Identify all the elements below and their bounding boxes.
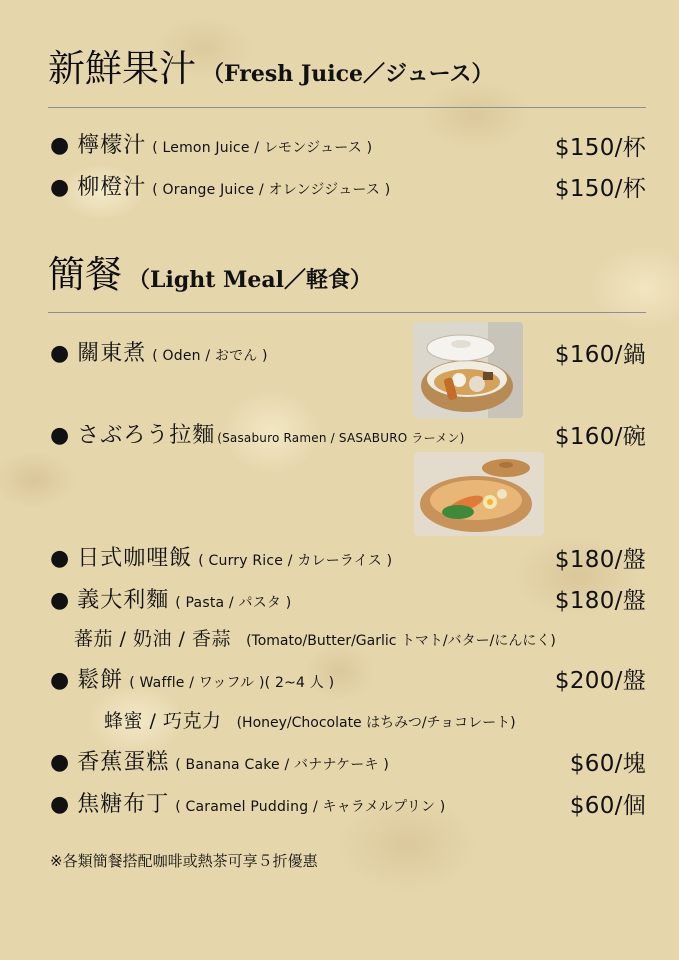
bullet-icon: ● [50,750,70,775]
item-subtitle: ( Waffle / ワッフル )( 2~4 人 ) [129,675,335,691]
waffle-options [104,706,516,733]
price-curry-rice: $180/盤 [554,547,646,573]
bullet-icon: ● [50,175,70,200]
oden-pot-photo [413,322,523,418]
bullet-icon: ● [50,546,70,571]
section-title-juice [48,38,493,92]
item-name: 檸檬汁 [77,133,147,158]
price-oden: $160/鍋 [554,342,646,368]
menu-item-waffle [50,663,334,694]
item-name: 鬆餅 [77,668,124,693]
divider-meal [48,312,646,313]
bullet-icon: ● [50,423,70,448]
item-name: 香蕉蛋糕 [77,750,170,775]
section-title-meal-zh: 簡餐 [48,253,122,296]
price-pasta: $180/盤 [554,588,646,614]
item-subtitle: (Sasaburo Ramen / SASABURO ラーメン) [217,431,465,445]
price-caramel-pudding: $60/個 [569,793,646,819]
item-subtitle: ( Orange Juice / オレンジジュース ) [152,182,391,198]
item-name: 義大利麵 [77,588,170,613]
price-waffle: $200/盤 [554,668,646,694]
bullet-icon: ● [50,133,70,158]
bullet-icon: ● [50,588,70,613]
pasta-options-zh: 蕃茄 / 奶油 / 香蒜 [74,628,231,650]
item-name: 焦糖布丁 [77,792,170,817]
bullet-icon: ● [50,792,70,817]
price-ramen: $160/碗 [554,424,646,450]
item-subtitle: ( Oden / おでん ) [152,348,268,364]
item-name: 關東煮 [77,341,147,366]
item-subtitle: ( Banana Cake / バナナケーキ ) [175,757,390,773]
item-subtitle: ( Pasta / パスタ ) [175,595,292,611]
menu-item-caramel-pudding [50,787,445,818]
menu-item-orange-juice [50,170,390,201]
menu-item-curry-rice [50,541,392,572]
section-title-juice-zh: 新鮮果汁 [48,47,196,90]
footer-discount-note: ※各類簡餐搭配咖啡或熱茶可享５折優惠 [50,852,318,870]
menu-item-ramen [50,418,465,449]
price-orange-juice: $150/杯 [554,176,646,202]
waffle-options-en: (Honey/Chocolate はちみつ/チョコレート) [236,715,516,731]
item-subtitle: ( Curry Rice / カレーライス ) [198,553,393,569]
pasta-options-en: (Tomato/Butter/Garlic トマト/バター/にんにく) [246,633,556,649]
item-name: 日式咖哩飯 [77,546,193,571]
menu-item-oden [50,336,268,367]
bullet-icon: ● [50,341,70,366]
item-subtitle: ( Caramel Pudding / キャラメルプリン ) [175,799,446,815]
item-subtitle: ( Lemon Juice / レモンジュース ) [152,140,373,156]
divider-juice [48,107,646,108]
menu-item-banana-cake [50,745,389,776]
pasta-options [74,624,556,651]
bullet-icon: ● [50,668,70,693]
menu-item-lemon-juice [50,128,372,159]
section-title-juice-paren: （Fresh Juice／ジュース） [202,61,494,87]
waffle-options-zh: 蜂蜜 / 巧克力 [104,710,222,732]
ramen-pot-photo [414,452,544,536]
menu-item-pasta [50,583,291,614]
price-lemon-juice: $150/杯 [554,135,646,161]
price-banana-cake: $60/塊 [569,751,646,777]
section-title-meal [48,244,372,298]
item-name: 柳橙汁 [77,175,147,200]
item-name: さぶろう拉麵 [77,423,216,448]
section-title-meal-paren: （Light Meal／軽食） [128,267,372,293]
